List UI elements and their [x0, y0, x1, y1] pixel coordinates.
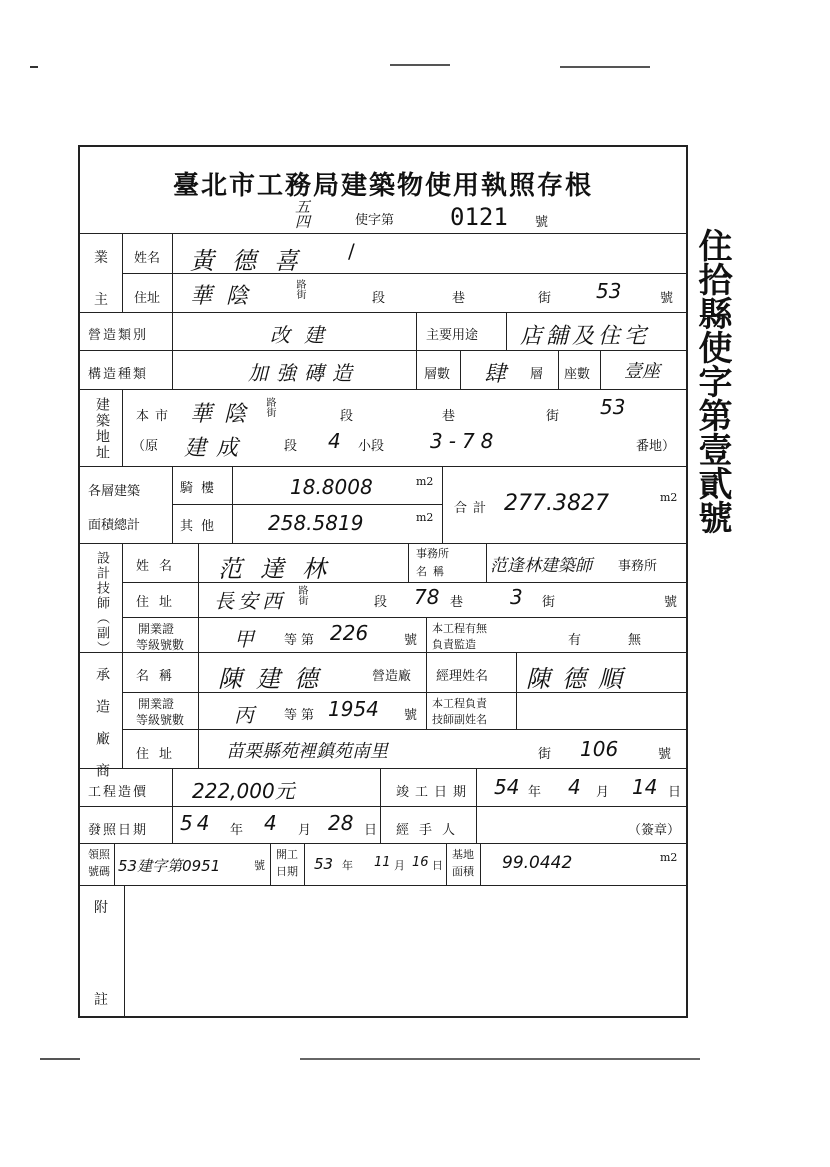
- scan-speck: [40, 1058, 80, 1060]
- owner-name-value: 黃德喜: [190, 247, 316, 275]
- site-city-label: 本市: [136, 409, 175, 424]
- completion-label: 竣工日期: [396, 785, 473, 800]
- designer-xiang-no: 78: [414, 585, 440, 609]
- site-road-street: 路街: [264, 397, 275, 417]
- permit-start-day: 16: [412, 855, 429, 870]
- designer-xiang: 巷: [450, 595, 464, 610]
- structure-type-value: 加強磚造: [248, 361, 360, 385]
- designer-license-mid: 等第: [284, 633, 319, 648]
- site-number-value: 53: [600, 395, 626, 419]
- completion-year: 54: [494, 775, 520, 799]
- designer-jie-no: 3: [510, 585, 523, 609]
- permit-start-label-2: 日期: [276, 865, 298, 878]
- permit-start-month-label: 月: [394, 859, 405, 872]
- total-unit: m2: [660, 491, 678, 504]
- designer-license-hao: 號: [404, 633, 418, 648]
- total-label: 合計: [454, 501, 493, 516]
- cost-label: 工程造價: [88, 785, 149, 800]
- site-jie: 街: [546, 409, 560, 424]
- designer-office-suffix: 事務所: [618, 559, 658, 574]
- main-use-label: 主要用途: [426, 328, 479, 343]
- designer-license-label-1: 開業證: [138, 622, 175, 636]
- designer-jie: 街: [542, 595, 556, 610]
- designer-section-label: 設計技師（副）: [94, 551, 109, 656]
- completion-day-label: 日: [668, 785, 682, 800]
- permit-start-day-label: 日: [432, 859, 443, 872]
- owner-road-street: 路街: [294, 279, 305, 299]
- owner-section-label-2: 主: [94, 292, 108, 308]
- area-label-bottom: 面積總計: [88, 518, 141, 533]
- permit-value: 53建字第0951: [118, 857, 221, 875]
- permit-label-2: 號碼: [88, 865, 110, 878]
- owner-address-label: 住址: [134, 291, 161, 306]
- floors-label: 層數: [424, 367, 451, 382]
- issue-day: 28: [328, 811, 354, 835]
- site-duan2: 段: [284, 439, 298, 454]
- contractor-license-grade: 丙: [234, 703, 254, 727]
- owner-section-label-1: 業: [94, 250, 108, 266]
- designer-license-label-2: 等級號數: [136, 638, 185, 652]
- construction-type-value: 改建: [270, 323, 338, 347]
- contractor-manager-value: 陳德順: [526, 665, 634, 693]
- contractor-name-suffix: 營造廠: [372, 669, 412, 684]
- arcade-label: 騎樓: [180, 481, 223, 496]
- site-lot-value: 3-78: [430, 429, 500, 453]
- issue-year-label: 年: [230, 823, 244, 838]
- owner-jie: 街: [538, 291, 552, 306]
- issue-year: 54: [180, 811, 214, 835]
- issue-label: 發照日期: [88, 823, 149, 838]
- arcade-value: 18.8008: [290, 475, 373, 499]
- issue-month: 4: [264, 811, 277, 835]
- license-prefix-handwritten: 五四: [293, 199, 311, 229]
- contractor-license-no: 1954: [328, 697, 379, 721]
- other-label: 其他: [180, 519, 223, 534]
- contractor-license-mid: 等第: [284, 708, 319, 723]
- contractor-section-label: 承造廠商: [94, 667, 110, 795]
- buildings-value: 壹座: [624, 361, 660, 382]
- contractor-name-value: 陳建德: [218, 665, 332, 693]
- designer-office-label-1: 事務所: [416, 547, 449, 560]
- permit-start-label-1: 開工: [276, 848, 298, 861]
- site-xiang: 巷: [442, 409, 456, 424]
- contractor-engineer-label-1: 本工程負責: [432, 697, 487, 710]
- designer-office-value: 范逢林建築師: [490, 556, 592, 576]
- contractor-manager-label: 經理姓名: [436, 669, 489, 684]
- designer-responsible-label-2: 負責監造: [432, 638, 476, 651]
- permit-start-year: 53: [314, 855, 334, 873]
- owner-address-value: 華陰: [190, 284, 263, 309]
- designer-license-no: 226: [330, 621, 369, 645]
- completion-month-label: 月: [596, 785, 610, 800]
- site-subsection: 小段: [358, 439, 385, 454]
- designer-duan: 段: [374, 595, 388, 610]
- structure-type-label: 構造種類: [88, 367, 149, 382]
- completion-year-label: 年: [528, 785, 542, 800]
- owner-duan: 段: [372, 291, 386, 306]
- site-orig-label: （原: [132, 439, 159, 454]
- site-road-value: 華陰: [190, 402, 259, 427]
- scan-speck: [30, 66, 38, 68]
- other-unit: m2: [416, 511, 434, 524]
- site-duan: 段: [340, 409, 354, 424]
- owner-number-value: 53: [596, 279, 622, 303]
- designer-responsible-no: 無: [628, 633, 642, 648]
- permit-start-year-label: 年: [342, 859, 353, 872]
- designer-office-label-2: 名稱: [416, 565, 450, 578]
- arcade-unit: m2: [416, 475, 434, 488]
- site-section-label: 建築地址: [94, 397, 110, 461]
- issue-month-label: 月: [298, 823, 312, 838]
- license-prefix-label: 使字第: [355, 213, 395, 228]
- buildings-label: 座數: [564, 367, 591, 382]
- designer-address-label: 住址: [136, 595, 183, 610]
- designer-responsible-yes: 有: [568, 633, 582, 648]
- issue-day-label: 日: [364, 823, 378, 838]
- check-mark: /: [348, 239, 355, 263]
- contractor-jie: 街: [538, 747, 552, 762]
- designer-address-value: 長安西: [214, 589, 286, 613]
- completion-day: 14: [632, 775, 658, 799]
- designer-responsible-label-1: 本工程有無: [432, 622, 487, 635]
- side-stamp: 住拾縣使字第壹貳號: [692, 228, 732, 534]
- contractor-number-value: 106: [580, 737, 619, 761]
- site-lot-label: 番地）: [636, 439, 676, 454]
- contractor-address-label: 住址: [136, 747, 183, 762]
- handler-label: 經手人: [396, 823, 466, 838]
- designer-name-value: 范達林: [218, 555, 344, 583]
- completion-month: 4: [568, 775, 581, 799]
- designer-name-label: 姓名: [136, 559, 183, 574]
- scan-speck: [390, 64, 450, 66]
- permit-start-month: 11: [374, 855, 391, 870]
- site-district-value: 建成: [184, 436, 249, 461]
- floors-unit: 層: [530, 367, 544, 382]
- owner-name-label: 姓名: [134, 251, 161, 266]
- owner-xiang: 巷: [452, 291, 466, 306]
- designer-hao: 號: [664, 595, 678, 610]
- license-suffix: 號: [535, 215, 549, 230]
- permit-base-value: 99.0442: [502, 853, 573, 873]
- remarks-label-1: 附: [94, 900, 108, 916]
- license-number: 0121: [450, 203, 508, 231]
- owner-hao: 號: [660, 291, 674, 306]
- total-value: 277.3827: [504, 491, 609, 516]
- contractor-license-label-1: 開業證: [138, 697, 175, 711]
- contractor-license-hao: 號: [404, 708, 418, 723]
- permit-base-unit: m2: [660, 851, 678, 864]
- main-use-value: 店舖及住宅: [520, 324, 651, 349]
- contractor-name-label: 名稱: [136, 669, 183, 684]
- floors-value: 肆: [484, 362, 507, 387]
- contractor-address-value: 苗栗縣苑裡鎮苑南里: [226, 741, 388, 762]
- construction-type-label: 營造類別: [88, 328, 149, 343]
- scan-speck: [560, 66, 650, 68]
- area-label-top: 各層建築: [88, 484, 141, 499]
- contractor-engineer-label-2: 技師副姓名: [432, 713, 487, 726]
- permit-base-label-1: 基地: [452, 848, 474, 861]
- contractor-hao: 號: [658, 747, 672, 762]
- permit-label-1: 領照: [88, 848, 110, 861]
- permit-hao: 號: [254, 859, 265, 872]
- site-duan-no: 4: [328, 429, 341, 453]
- designer-road-street: 路街: [296, 585, 307, 605]
- cost-value: 222,000元: [192, 779, 295, 803]
- license-stub-form: [78, 145, 688, 1018]
- form-title: 臺北市工務局建築物使用執照存根: [172, 171, 593, 201]
- contractor-license-label-2: 等級號數: [136, 713, 185, 727]
- permit-base-label-2: 面積: [452, 865, 474, 878]
- scan-speck: [300, 1058, 700, 1060]
- signature-label: （簽章）: [628, 823, 681, 838]
- other-value: 258.5819: [268, 511, 364, 535]
- designer-license-grade: 甲: [234, 627, 254, 651]
- remarks-label-2: 註: [94, 992, 108, 1008]
